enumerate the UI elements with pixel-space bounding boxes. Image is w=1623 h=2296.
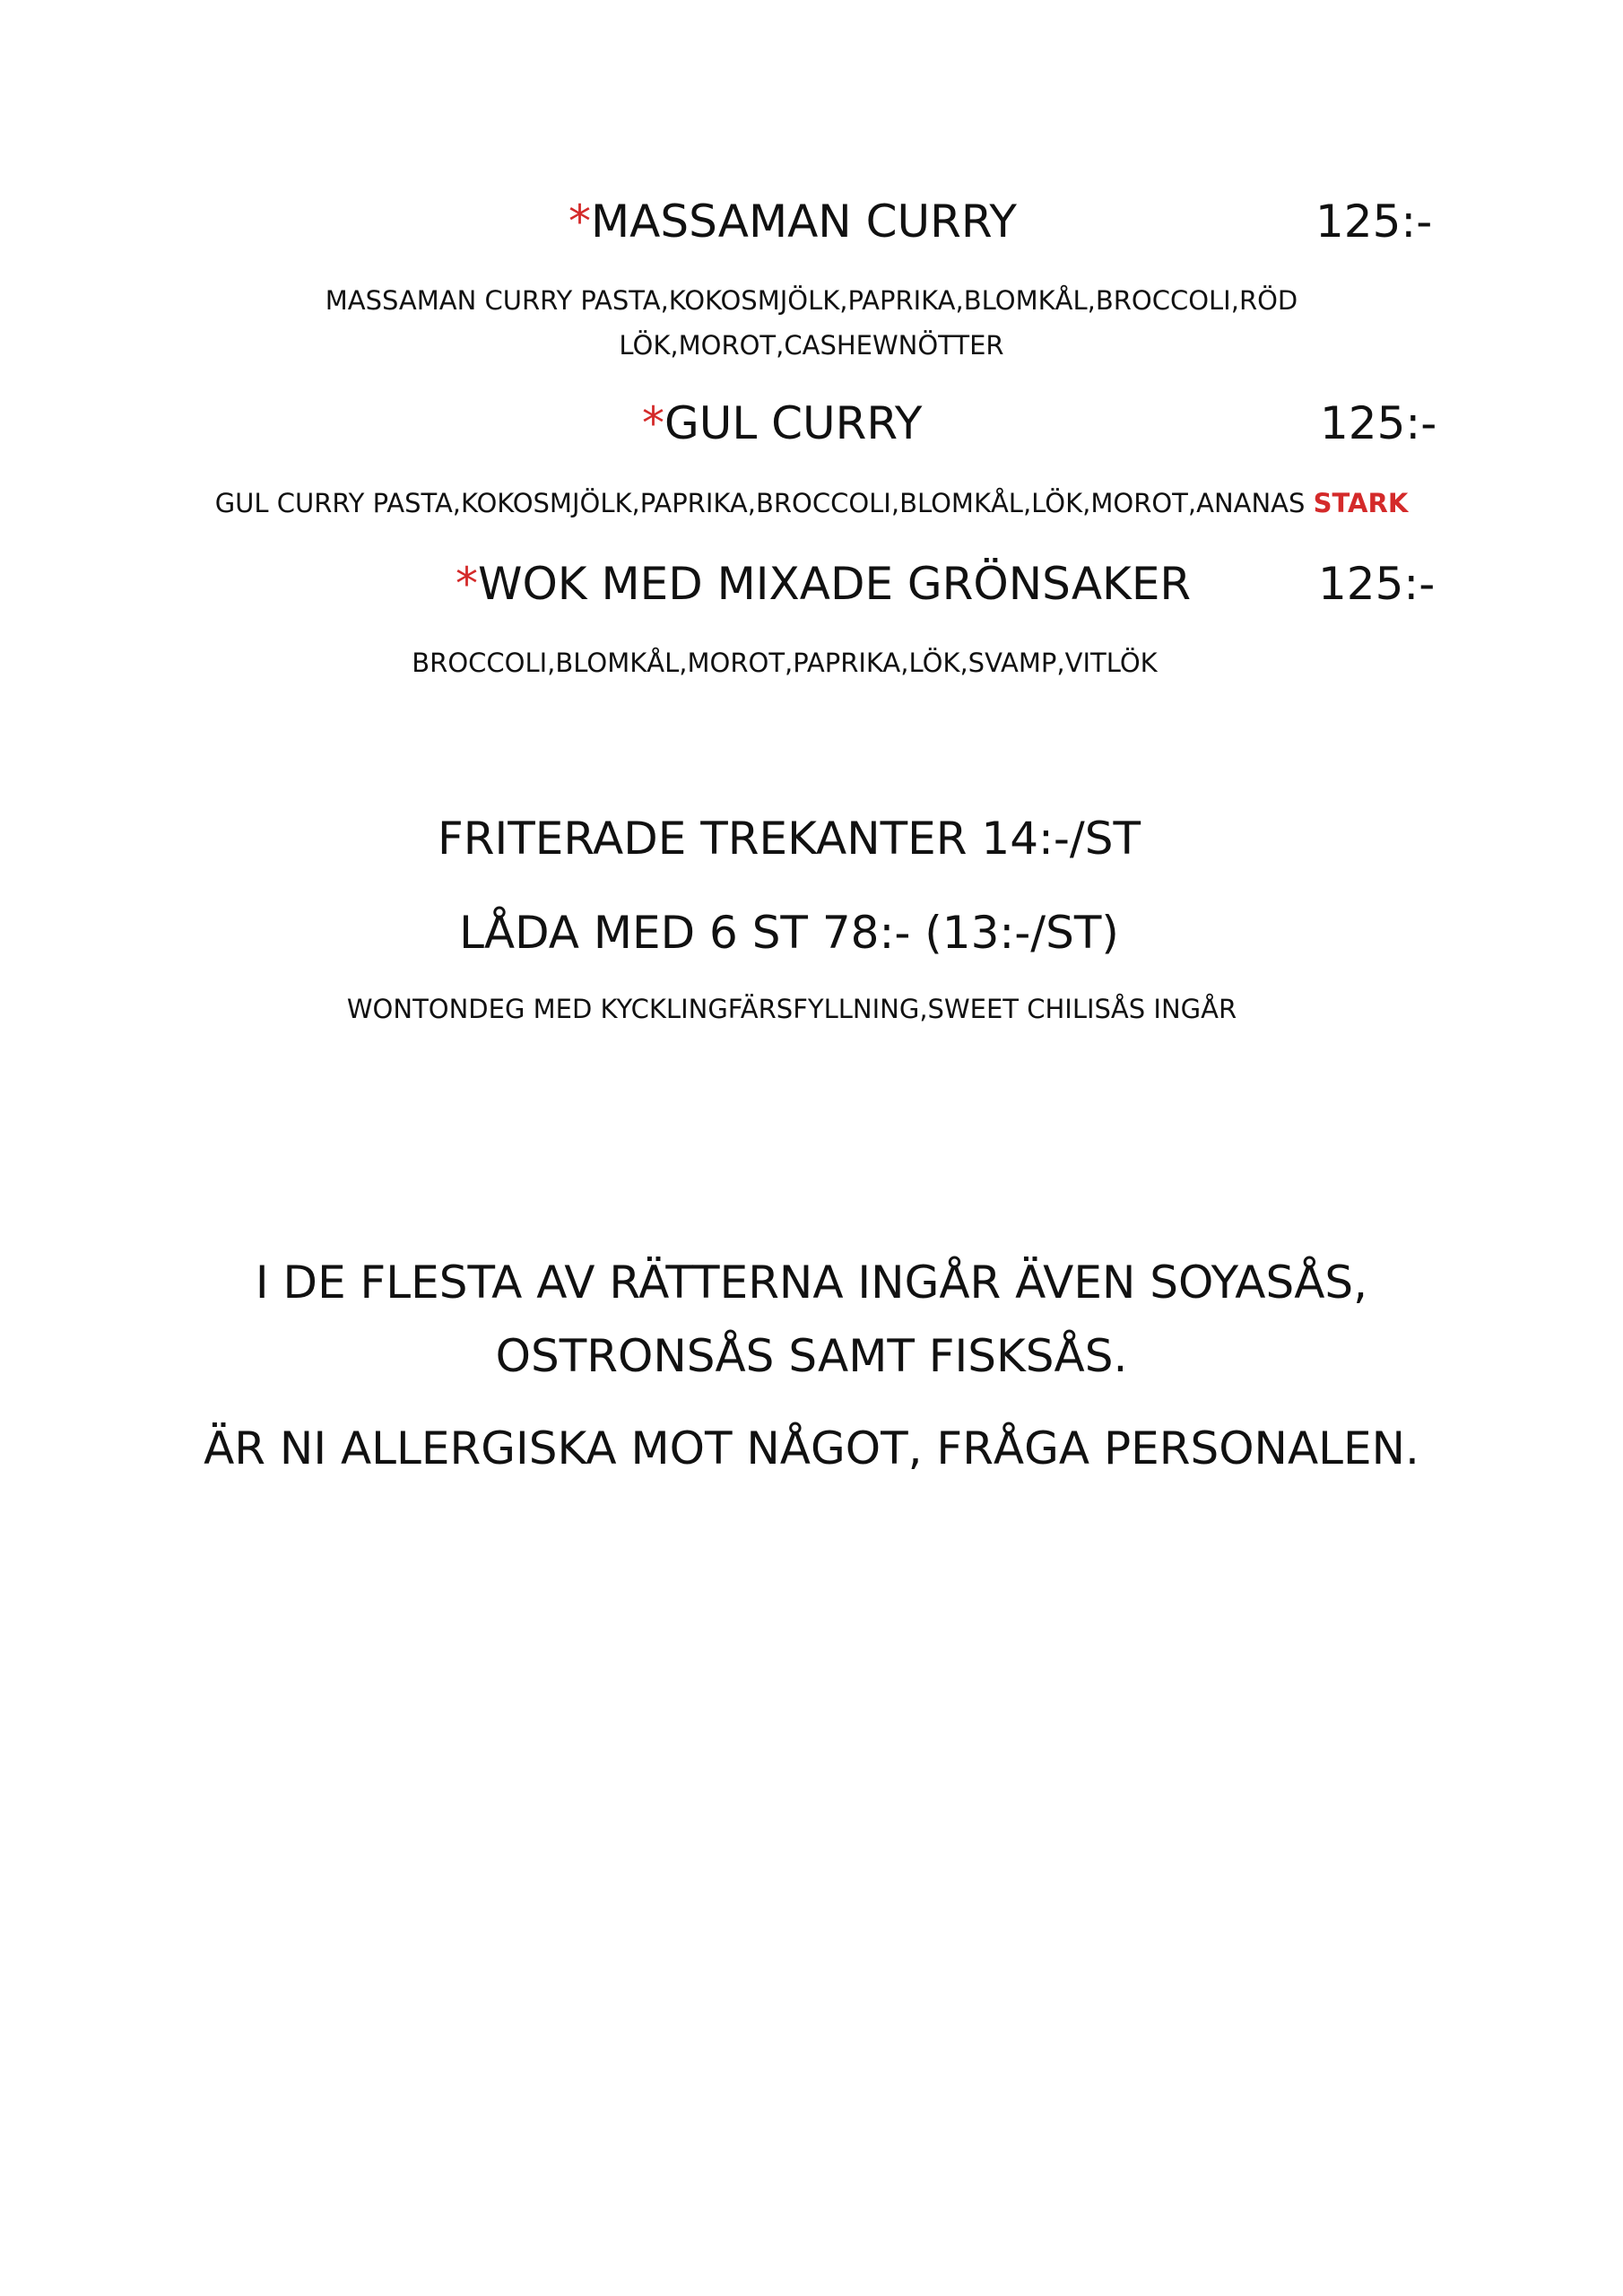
dish-marker: * <box>456 558 478 610</box>
dish-title-massaman <box>568 196 1017 248</box>
dish-title-gul-curry <box>642 397 923 449</box>
dish-marker: * <box>642 397 664 449</box>
dish-name: GUL CURRY <box>664 397 923 449</box>
fried-box-price: LÅDA MED 6 ST 78:- (13:-/ST) <box>459 907 1119 959</box>
dish-price-massaman: 125:- <box>1315 196 1433 248</box>
dish-description-wok: BROCCOLI,BLOMKÅL,MOROT,PAPRIKA,LÖK,SVAMP,VITLÖK <box>412 648 1158 678</box>
dish-name: WOK MED MIXADE GRÖNSAKER <box>478 558 1192 610</box>
dish-description-text: GUL CURRY PASTA,KOKOSMJÖLK,PAPRIKA,BROCCOLI,BLOMKÅL,LÖK,MOROT,ANANAS <box>214 488 1306 518</box>
dish-name: MASSAMAN CURRY <box>591 196 1017 248</box>
allergy-notice-line2: OSTRONSÅS SAMT FISKSÅS. <box>495 1330 1128 1382</box>
dish-description-gul-curry <box>0 481 1623 526</box>
dish-marker: * <box>568 196 591 248</box>
dish-price-gul-curry: 125:- <box>1320 397 1437 449</box>
allergy-notice-line3: ÄR NI ALLERGISKA MOT NÅGOT, FRÅGA PERSONALEN. <box>204 1422 1419 1474</box>
spicy-tag: STARK <box>1313 488 1409 518</box>
fried-description: WONTONDEG MED KYCKLINGFÄRSFYLLNING,SWEET CHILISÅS INGÅR <box>346 994 1237 1024</box>
allergy-notice-line1: I DE FLESTA AV RÄTTERNA INGÅR ÄVEN SOYASÅS, <box>255 1257 1368 1309</box>
dish-description-massaman-line2: LÖK,MOROT,CASHEWNÖTTER <box>619 330 1004 361</box>
dish-description-massaman-line1: MASSAMAN CURRY PASTA,KOKOSMJÖLK,PAPRIKA,BLOMKÅL,BROCCOLI,RÖD <box>325 285 1298 316</box>
dish-title-wok <box>456 558 1192 610</box>
fried-triangles-price: FRITERADE TREKANTER 14:-/ST <box>437 813 1141 865</box>
dish-price-wok: 125:- <box>1318 558 1436 610</box>
